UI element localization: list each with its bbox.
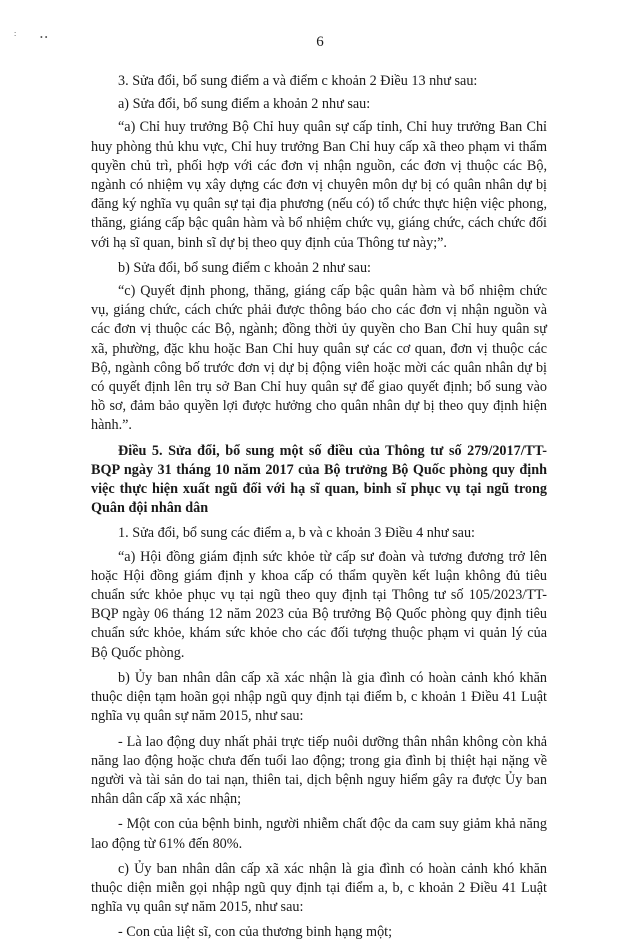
paragraph: “a) Hội đồng giám định sức khỏe từ cấp sư đoàn và tương đương trở lên hoặc Hội đồng giám định y khoa cấp có thẩm quyền kết luận không đủ tiêu chuẩn sức khỏe phục vụ tại ngũ theo quy định tại Thông tư số 105/2023/TT-BQP ngày 06 tháng 12 năm 2023 của Bộ trưởng Bộ Quốc phòng quy định tiêu chuẩn sức khỏe, khám sức khỏe cho các đối tượng thuộc phạm vi quản lý của Bộ Quốc phòng. <box>91 548 547 661</box>
paragraph: “a) Chỉ huy trưởng Bộ Chỉ huy quân sự cấp tỉnh, Chỉ huy trưởng Ban Chỉ huy phòng thủ khu vực, Chỉ huy trưởng Ban Chỉ huy cấp xã theo phạm vi thẩm quyền chủ trì, phối hợp với các đơn vị nhận nguồn, các đơn vị thuộc các Bộ, ngành có nhiệm vụ xây dựng các đơn vị chuyên môn dự bị có quân nhân dự bị đăng ký nghĩa vụ quân sự tại địa phương (nếu có) tổ chức thực hiện việc phong, thăng, giáng cấp bậc quân hàm và bổ nhiệm chức vụ, giáng chức, cách chức đối với hạ sĩ quan, binh sĩ dự bị theo quy định của Thông tư này;”. <box>91 119 547 251</box>
paragraph: “c) Quyết định phong, thăng, giáng cấp bậc quân hàm và bổ nhiệm chức vụ, giáng chức, cách chức phải được thông báo cho các đơn vị nhận nguồn và các đơn vị thuộc các Bộ, ngành; đồng thời ủy quyền cho Ban Chỉ huy quân sự xã, phường, đặc khu hoặc Ban Chỉ huy quân sự các cơ quan, đơn vị thuộc các Bộ, ngành công bố trước đơn vị dự bị động viên hoặc mời các quân nhân dự bị có quyết định lên trụ sở Ban Chỉ huy quân sự để giao quyết định; bổ sung vào hồ sơ, đảm bảo quyền lợi được hưởng cho quân nhân dự bị theo quy định hiện hành.”. <box>91 283 547 434</box>
paragraph: a) Sửa đổi, bổ sung điểm a khoản 2 như sau: <box>118 96 371 113</box>
paragraph: 1. Sửa đổi, bổ sung các điểm a, b và c khoản 3 Điều 4 như sau: <box>118 525 475 542</box>
scan-mark: • • <box>40 33 48 42</box>
paragraph: c) Ủy ban nhân dân cấp xã xác nhận là gia đình có hoàn cảnh khó khăn thuộc diện miễn gọi nhập ngũ quy định tại điểm a, b, c khoản 2 Điều 41 Luật nghĩa vụ quân sự năm 2015, như sau: <box>91 860 547 916</box>
paragraph: b) Ủy ban nhân dân cấp xã xác nhận là gia đình có hoàn cảnh khó khăn thuộc diện tạm hoãn gọi nhập ngũ quy định tại điểm b, c khoản 1 Điều 41 Luật nghĩa vụ quân sự năm 2015, như sau: <box>91 669 547 725</box>
scan-mark: : <box>14 29 17 38</box>
article-heading: Điều 5. Sửa đổi, bổ sung một số điều của Thông tư số 279/2017/TT-BQP ngày 31 tháng 10 năm 2017 của Bộ trưởng Bộ Quốc phòng quy định việc thực hiện xuất ngũ đối với hạ sĩ quan, binh sĩ phục vụ tại ngũ trong Quân đội nhân dân <box>91 442 547 517</box>
paragraph: b) Sửa đổi, bổ sung điểm c khoản 2 như sau: <box>118 259 371 276</box>
page-number: 6 <box>316 34 324 50</box>
paragraph: - Một con của bệnh binh, người nhiễm chất độc da cam suy giảm khả năng lao động từ 61% đến 80%. <box>91 816 547 852</box>
document-body <box>91 72 547 949</box>
paragraph: 3. Sửa đổi, bổ sung điểm a và điểm c khoản 2 Điều 13 như sau: <box>118 73 478 89</box>
paragraph: - Con của liệt sĩ, con của thương binh hạng một; <box>118 924 393 941</box>
paragraph: - Là lao động duy nhất phải trực tiếp nuôi dưỡng thân nhân không còn khả năng lao động hoặc chưa đến tuổi lao động; trong gia đình bị thiệt hại nặng về người và tài sản do tai nạn, thiên tai, dịch bệnh nguy hiểm gây ra được Ủy ban nhân dân cấp xã xác nhận; <box>91 733 547 808</box>
